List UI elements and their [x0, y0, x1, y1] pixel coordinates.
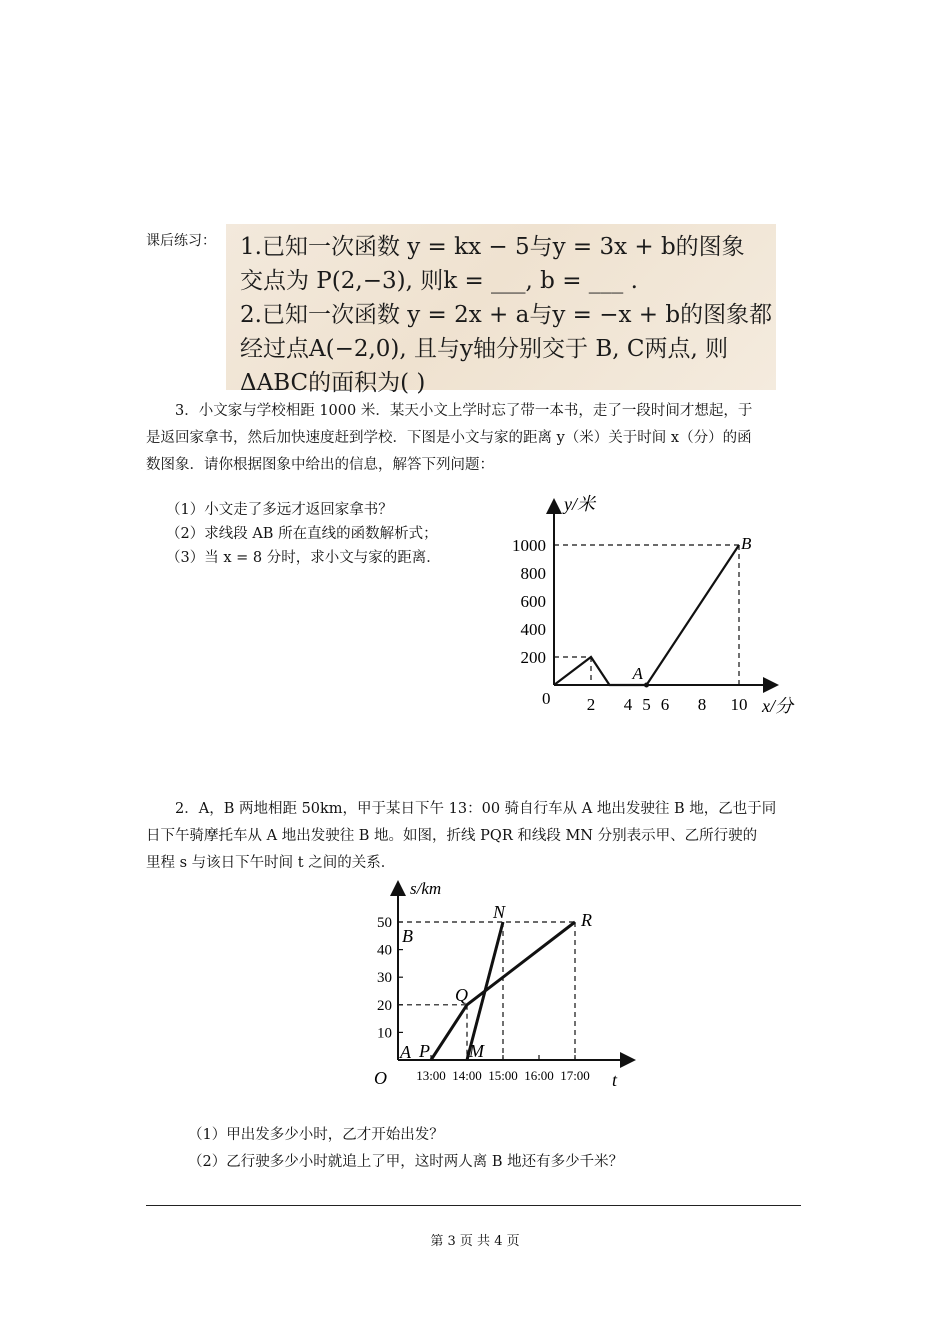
x-tick-label: 16:00: [524, 1068, 554, 1083]
x-tick-label: 17:00: [560, 1068, 590, 1083]
y-tick-label: 600: [520, 592, 546, 611]
x-tick-label: 10: [730, 695, 748, 714]
label-r: R: [581, 910, 592, 930]
distance-time-chart: [500, 490, 810, 720]
x-tick-label: 2: [586, 695, 596, 714]
label-p: P: [419, 1041, 430, 1061]
y-tick-label: 800: [520, 564, 546, 583]
problem3-line: 是返回家拿书，然后加快速度赶到学校．下图是小文与家的距离 y（米）关于时间 x（分）的函: [146, 430, 752, 446]
problem2-line: 2．A，B 两地相距 50km，甲于某日下午 13：00 骑自行车从 A 地出发驶往 B 地，乙也于同: [175, 801, 777, 817]
question-item: （2）求线段 AB 所在直线的函数解析式；: [166, 526, 438, 542]
footer-rule: [146, 1205, 801, 1206]
y-axis-label: y/米: [564, 494, 595, 514]
series-line-mn: [467, 922, 503, 1060]
problem3-text: [146, 398, 806, 479]
x-tick-label: 15:00: [488, 1068, 518, 1083]
x-tick-label: 13:00: [416, 1068, 446, 1083]
x-tick-label: 14:00: [452, 1068, 482, 1083]
origin-label: 0: [542, 689, 551, 708]
page-footer: 第 3 页 共 4 页: [430, 1234, 520, 1249]
after-class-label: 课后练习：: [146, 233, 216, 249]
question-item: （1）小文走了多远才返回家拿书？: [166, 502, 393, 518]
label-a: A: [400, 1042, 411, 1062]
x-tick-label: 6: [660, 695, 670, 714]
question-item: （1）甲出发多少小时，乙才开始出发？: [188, 1127, 444, 1143]
point-b-label: B: [741, 534, 752, 553]
y-tick-label: 50: [377, 915, 392, 931]
banner-line: 2.已知一次函数 y = 2x + a与y = −x + b的图象都: [240, 302, 773, 328]
y-tick-label: 30: [377, 970, 392, 987]
banner-line: 1.已知一次函数 y = kx − 5与y = 3x + b的图象: [240, 234, 745, 260]
banner-line: 经过点A(−2,0), 且与y轴分别交于 B, C两点, 则: [240, 336, 729, 362]
label-q: Q: [455, 984, 468, 1005]
problem3-line: 3．小文家与学校相距 1000 米．某天小文上学时忘了带一本书，走了一段时间才想起，于: [175, 403, 753, 419]
label-m: M: [469, 1041, 484, 1061]
y-tick-label: 1000: [512, 536, 546, 555]
origin-label: O: [374, 1068, 387, 1088]
travel-chart: [360, 876, 650, 1098]
x-tick-label: 5: [642, 695, 651, 714]
banner-line: 交点为 P(2,−3), 则k = ___, b = ___ .: [240, 268, 638, 294]
y-tick-label: 400: [520, 620, 546, 639]
problem3-questions: [166, 498, 496, 570]
banner-line: ΔABC的面积为( ): [240, 370, 426, 396]
problem3-line: 数图象．请你根据图象中给出的信息，解答下列问题：: [146, 457, 494, 473]
exercise-banner: [226, 224, 776, 396]
point-a-label: A: [632, 664, 643, 683]
series-line: [554, 545, 739, 685]
question-item: （3）当 x = 8 分时，求小文与家的距离．: [166, 550, 441, 566]
point-a-marker: [644, 683, 649, 688]
x-axis-label: t: [612, 1070, 618, 1090]
y-tick-label: 200: [520, 648, 546, 667]
x-axis-label: x/分: [762, 696, 793, 716]
y-axis-label: s/km: [410, 879, 442, 898]
problem2-questions: [188, 1122, 748, 1176]
problem2-line: 日下午骑摩托车从 A 地出发驶往 B 地。如图，折线 PQR 和线段 MN 分别表示甲、乙所行驶的: [146, 828, 758, 844]
y-tick-label: 20: [377, 997, 392, 1014]
label-b: B: [402, 926, 413, 946]
x-tick-label: 4: [623, 695, 633, 714]
label-n: N: [493, 902, 506, 922]
problem2-line: 里程 s 与该日下午时间 t 之间的关系．: [146, 855, 396, 871]
y-tick-label: 10: [377, 1025, 392, 1042]
question-item: （2）乙行驶多少小时就追上了甲，这时两人离 B 地还有多少千米？: [188, 1154, 624, 1170]
y-tick-label: 40: [377, 942, 392, 959]
problem2-text: [146, 796, 806, 877]
x-tick-label: 8: [697, 695, 707, 714]
